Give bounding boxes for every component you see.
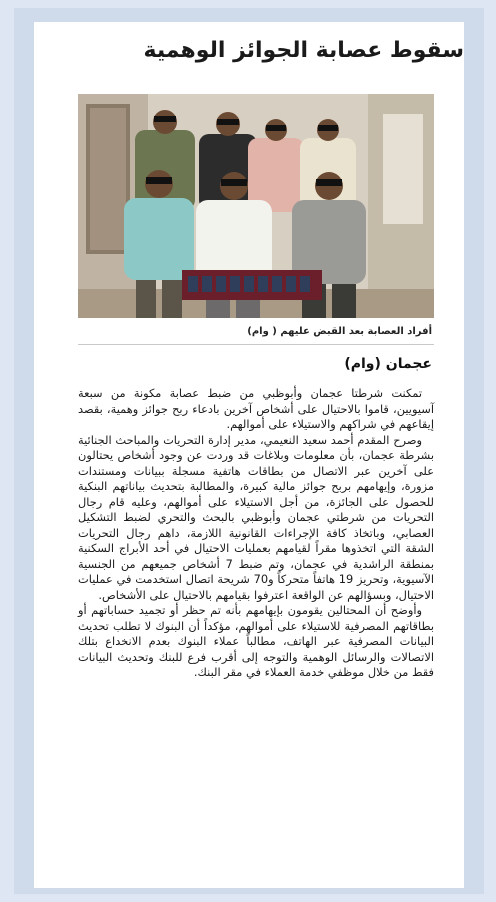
- article-photo: [78, 94, 434, 318]
- article-paragraph: وأوضح أن المحتالين يقومون بإيهامهم بأنه تم حظر أو تجميد حساباتهم أو بطاقاتهم المصرفية للاستيلاء على أموالهم، مؤكداً أن البنوك لا تطلب تحديث البيانات المصرفية عبر الهاتف، مطالباً عملاء البنوك بعدم الانخداع بتلك الاتصالات والرسائل الوهمية والتوجه إلى أقرب فرع للبنك وتحديث البيانات فقط من خلال موظفي خدمة العملاء في مقر البنك.: [78, 603, 434, 679]
- article-paragraph: وصرح المقدم أحمد سعيد النعيمي، مدير إدارة التحريات والمباحث الجنائية بشرطة عجمان، بأن معلومات وبلاغات قد وردت عن وجود أشخاص يحتالون على آخرين عبر الاتصال من بطاقات هاتفية مسجلة ببيانات ومستندات مزورة، وإيهامهم بربح جوائز مالية كبيرة، والمطالبة بتحديث بياناتهم البنكية للحصول على الجائزة، من أجل الاستيلاء على أموالهم، وعليه قام رجال التحريات من شرطتي عجمان وأبوظبي بالبحث والتحري لضبط التشكيل العصابي، وباتخاذ كافة الإجراءات القانونية اللازمة، داهم رجال التحريات الشقة التي اتخذوها مقراً لقيامهم بعمليات الاحتيال في أحد الأبراج السكنية بمنطقة الراشدية في عجمان، وتم ضبط 7 أشخاص جميعهم من الجنسية الآسيوية، وتحريز 19 هاتفاً متحركاً و70 شريحة اتصال استخدمت في عمليات الاحتيال، وبسؤالهم عن الواقعة اعترفوا بقيامهم بالاحتيال على الأشخاص.: [78, 432, 434, 602]
- article-paragraph: تمكنت شرطتا عجمان وأبوظبي من ضبط عصابة مكونة من سبعة آسيويين، قاموا بالاحتيال على أشخاص آخرين بادعاء ربح جوائز وهمية، بقصد إيقاعهم في شراكهم والاستيلاء على أموالهم.: [78, 386, 434, 431]
- article-headline: سقوط عصابة الجوائز الوهمية: [143, 38, 464, 63]
- group-photo-illustration: [78, 94, 434, 318]
- photo-caption: أفراد العصابة بعد القبض عليهم ( وام): [247, 326, 432, 337]
- article-body: [78, 386, 434, 681]
- divider-line: [78, 344, 434, 345]
- article-dateline: عجمان (وام): [344, 356, 432, 372]
